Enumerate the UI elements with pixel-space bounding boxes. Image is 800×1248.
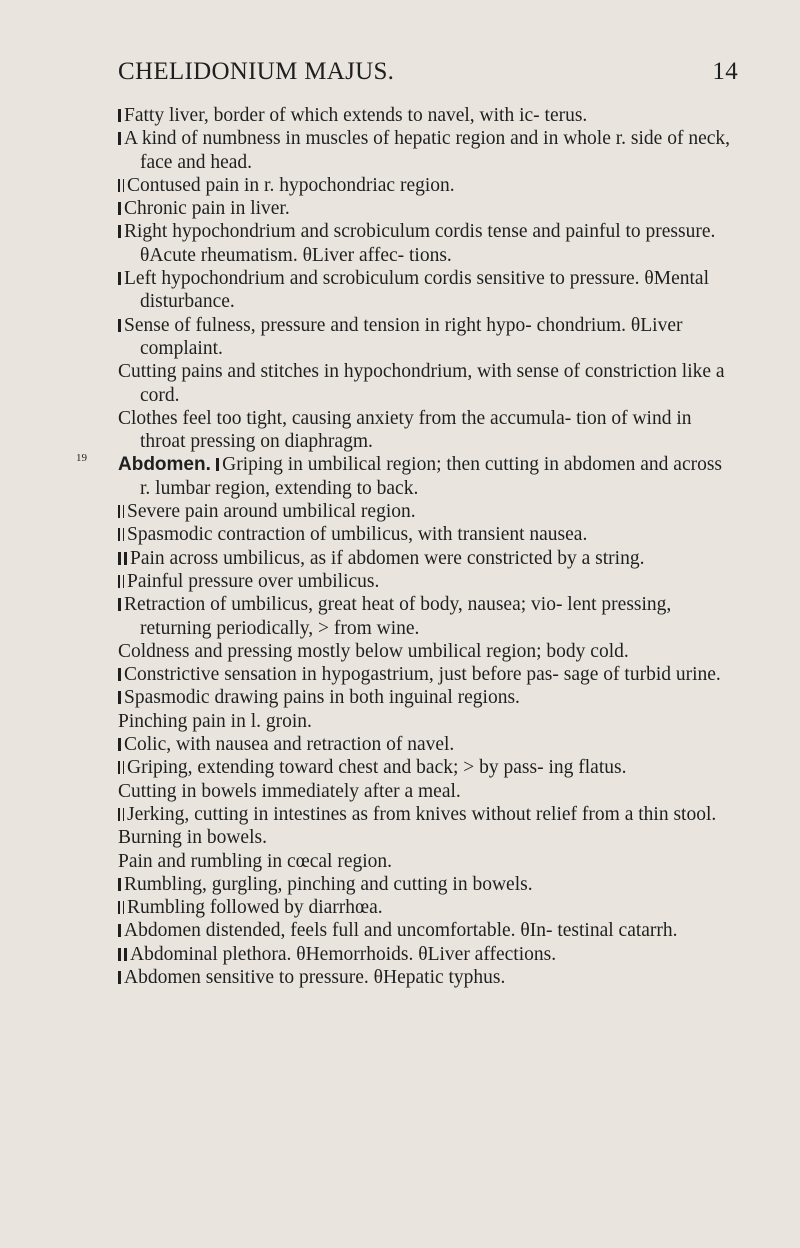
entry-text: Clothes feel too tight, causing anxiety from the accumula- tion of wind in throat pressing on diaphragm. — [118, 407, 692, 453]
entry-text: Griping in umbilical region; then cutting in abdomen and across r. lumbar region, extending to back. — [140, 454, 723, 499]
symptom-entry — [118, 267, 730, 314]
emphasis-bar-icon — [123, 901, 125, 914]
entry-text: Abdomen sensitive to pressure. θHepatic typhus. — [124, 966, 506, 988]
running-header — [118, 58, 738, 86]
emphasis-bar-icon — [118, 528, 120, 541]
emphasis-bar-icon — [124, 948, 127, 961]
emphasis-bar-icon — [118, 668, 121, 681]
entry-text: Contused pain in r. hypochondriac region. — [127, 174, 455, 196]
emphasis-bar-icon — [118, 691, 121, 704]
entry-text: Sense of fulness, pressure and tension in right hypo- chondrium. θLiver complaint. — [124, 314, 683, 359]
symptom-entry — [118, 686, 730, 709]
symptom-entry — [118, 547, 730, 570]
entry-text: Pinching pain in l. groin. — [118, 710, 312, 732]
symptom-entry — [118, 966, 730, 989]
page-body — [76, 104, 731, 989]
emphasis-bar-icon — [123, 575, 125, 588]
entry-text: Cutting pains and stitches in hypochondrium, with sense of constriction like a cord. — [118, 361, 725, 406]
entry-text: Spasmodic contraction of umbilicus, with transient nausea. — [127, 524, 588, 546]
emphasis-bar-icon — [118, 109, 121, 122]
entry-text: Constrictive sensation in hypogastrium, just before pas- sage of turbid urine. — [124, 664, 721, 686]
emphasis-bar-icon — [118, 552, 121, 565]
symptom-entry — [118, 314, 730, 361]
symptom-entry — [118, 663, 730, 686]
emphasis-bar-icon — [123, 808, 125, 821]
emphasis-bar-icon — [118, 319, 121, 332]
entry-text: Pain and rumbling in cœcal region. — [118, 850, 393, 872]
entry-text: A kind of numbness in muscles of hepatic region and in whole r. side of neck, face and head. — [124, 128, 731, 173]
entry-text: Jerking, cutting in intestines as from knives without relief from a thin stool. — [127, 803, 717, 825]
emphasis-bar-icon — [216, 458, 219, 471]
emphasis-bar-icon — [124, 552, 127, 565]
symptom-entry — [118, 407, 730, 454]
symptom-entry — [118, 733, 730, 756]
entry-text: Severe pain around umbilical region. — [127, 501, 416, 523]
page-number: 14 — [712, 58, 738, 85]
emphasis-bar-icon — [118, 971, 121, 984]
entry-text: Chronic pain in liver. — [124, 198, 290, 220]
emphasis-bar-icon — [118, 738, 121, 751]
emphasis-bar-icon — [118, 924, 121, 937]
emphasis-bar-icon — [123, 179, 125, 192]
entry-text: Cutting in bowels immediately after a meal. — [118, 780, 461, 802]
entry-text: Painful pressure over umbilicus. — [127, 570, 380, 592]
entry-text: Fatty liver, border of which extends to navel, with ic- terus. — [124, 105, 588, 126]
emphasis-bar-icon — [118, 132, 121, 145]
symptom-entry — [118, 943, 730, 966]
entry-text: Right hypochondrium and scrobiculum cordis tense and painful to pressure. θAcute rheumatism. θLiver affec- tions. — [124, 221, 716, 266]
entry-text: Spasmodic drawing pains in both inguinal regions. — [124, 687, 520, 709]
emphasis-bar-icon — [123, 528, 125, 541]
entry-text: Pain across umbilicus, as if abdomen were constricted by a string. — [130, 547, 645, 569]
entry-text: Left hypochondrium and scrobiculum cordis sensitive to pressure. θMental disturbance. — [124, 268, 709, 313]
symptom-entry — [118, 127, 730, 174]
symptom-entry — [118, 174, 730, 197]
entry-text: Rumbling followed by diarrhœa. — [127, 897, 383, 919]
entry-text: Abdomen distended, feels full and uncomfortable. θIn- testinal catarrh. — [124, 920, 678, 942]
emphasis-bar-icon — [123, 505, 125, 518]
symptom-entry — [118, 850, 730, 873]
symptom-entry — [118, 780, 730, 803]
emphasis-bar-icon — [118, 878, 121, 891]
symptom-entry — [118, 570, 730, 593]
symptom-entry — [118, 756, 730, 779]
emphasis-bar-icon — [118, 225, 121, 238]
emphasis-bar-icon — [118, 948, 121, 961]
emphasis-bar-icon — [118, 575, 120, 588]
symptom-entry — [118, 640, 730, 663]
emphasis-bar-icon — [118, 761, 120, 774]
entry-text: Burning in bowels. — [118, 827, 267, 849]
symptom-entry — [118, 523, 730, 546]
emphasis-bar-icon — [118, 901, 120, 914]
symptom-entry — [118, 220, 730, 267]
symptom-entry — [118, 500, 730, 523]
entry-text: Rumbling, gurgling, pinching and cutting in bowels. — [124, 873, 533, 895]
entry-text: Griping, extending toward chest and back; > by pass- ing flatus. — [127, 757, 627, 779]
symptom-entry — [118, 710, 730, 733]
symptom-entry — [118, 803, 730, 826]
emphasis-bar-icon — [118, 272, 121, 285]
emphasis-bar-icon — [118, 179, 120, 192]
symptom-entry — [118, 360, 730, 407]
emphasis-bar-icon — [118, 202, 121, 215]
emphasis-bar-icon — [123, 761, 125, 774]
symptom-entry — [118, 919, 730, 942]
symptom-entry — [118, 104, 730, 127]
emphasis-bar-icon — [118, 598, 121, 611]
running-title: CHELIDONIUM MAJUS. — [118, 58, 395, 85]
section-title: Abdomen. — [118, 454, 217, 476]
emphasis-bar-icon — [118, 505, 120, 518]
entry-text: Abdominal plethora. θHemorrhoids. θLiver affections. — [130, 943, 557, 965]
emphasis-bar-icon — [118, 808, 120, 821]
entry-text: Colic, with nausea and retraction of navel. — [124, 734, 455, 756]
symptom-entry — [118, 593, 730, 640]
symptom-entry: 19 Abdomen. Griping in umbilical region; then cutting in abdomen and across r. lumbar region, extending to back. — [76, 452, 723, 499]
symptom-entry — [118, 873, 730, 896]
symptom-entry — [118, 826, 730, 849]
entry-text: Coldness and pressing mostly below umbilical region; body cold. — [118, 640, 629, 662]
entry-text: Retraction of umbilicus, great heat of body, nausea; vio- lent pressing, returning periodically, > from wine. — [124, 594, 672, 639]
symptom-entry — [118, 197, 730, 220]
symptom-entry — [118, 896, 730, 919]
